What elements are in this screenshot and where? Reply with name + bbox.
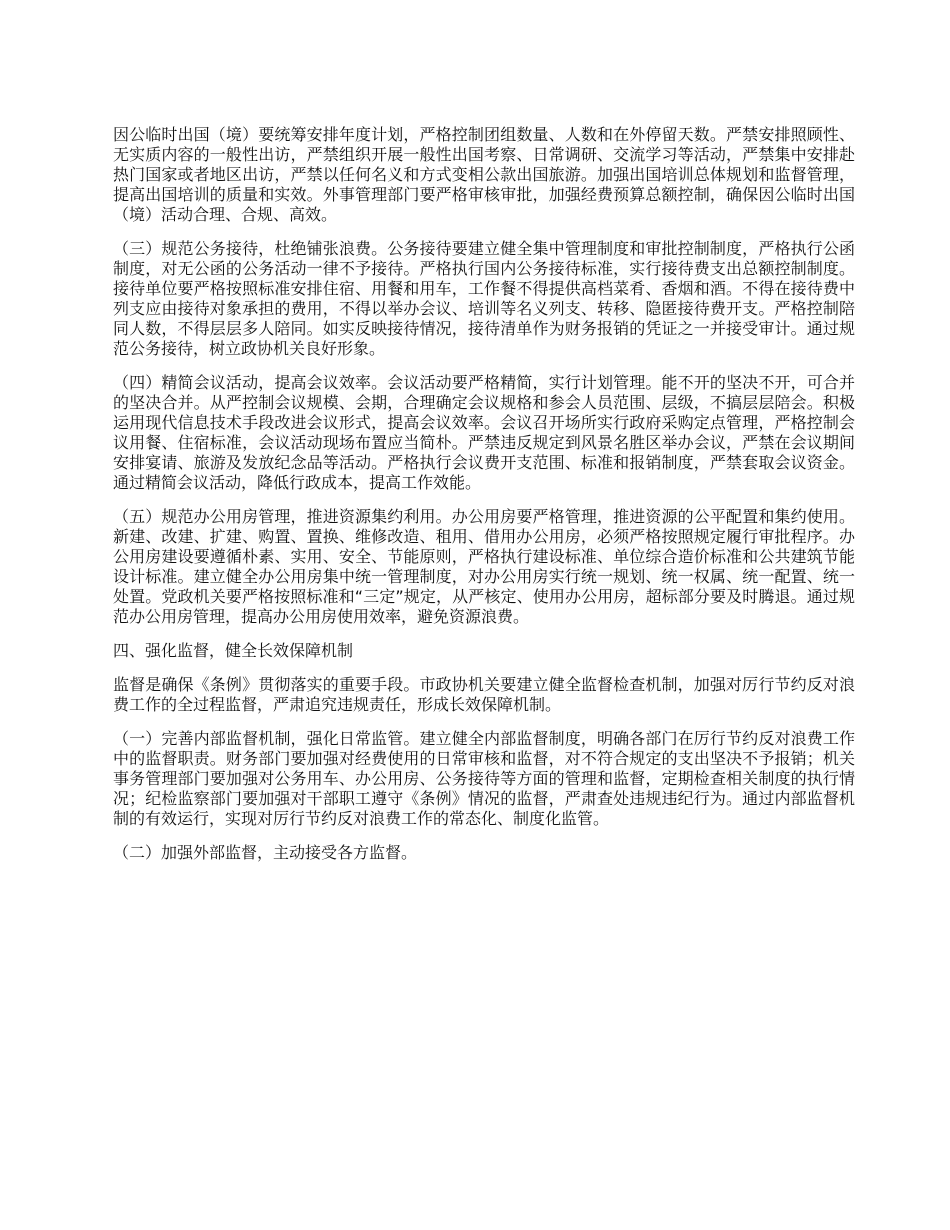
- paragraph-supervision-intro: 监督是确保《条例》贯彻落实的重要手段。市政协机关要建立健全监督检查机制，加强对厉行节约反对浪费工作的全过程监督，严肃追究违规责任，形成长效保障机制。: [113, 675, 855, 714]
- document-page: [113, 125, 855, 877]
- paragraph-overseas-visits: 因公临时出国（境）要统筹安排年度计划，严格控制团组数量、人数和在外停留天数。严禁安排照顾性、无实质内容的一般性出访，严禁组织开展一般性出国考察、日常调研、交流学习等活动，严禁集中安排赴热门国家或者地区出访，严禁以任何名义和方式变相公款出国旅游。加强出国培训总体规划和监督管理，提高出国培训的质量和实效。外事管理部门要严格审核审批，加强经费预算总额控制，确保因公临时出国（境）活动合理、合规、高效。: [113, 125, 855, 224]
- paragraph-external-supervision: （二）加强外部监督，主动接受各方监督。: [113, 843, 418, 862]
- paragraph-office-space: （五）规范办公用房管理，推进资源集约利用。办公用房要严格管理，推进资源的公平配置和集约使用。新建、改建、扩建、购置、置换、维修改造、租用、借用办公用房，必须严格按照规定履行审批程序。办公用房建设要遵循朴素、实用、安全、节能原则，严格执行建设标准、单位综合造价标准和公共建筑节能设计标准。建立健全办公用房集中统一管理制度，对办公用房实行统一规划、统一权属、统一配置、统一处置。党政机关要严格按照标准和“三定”规定，从严核定、使用办公用房，超标部分要及时腾退。通过规范办公用房管理，提高办公用房使用效率，避免资源浪费。: [113, 507, 855, 626]
- section-heading-supervision: 四、强化监督，健全长效保障机制: [113, 641, 354, 660]
- paragraph-internal-supervision: （一）完善内部监督机制，强化日常监管。建立健全内部监督制度，明确各部门在厉行节约反对浪费工作中的监督职责。财务部门要加强对经费使用的日常审核和监督，对不符合规定的支出坚决不予报销；机关事务管理部门要加强对公务用车、办公用房、公务接待等方面的管理和监督，定期检查相关制度的执行情况；纪检监察部门要加强对干部职工遵守《条例》情况的监督，严肃查处违规违纪行为。通过内部监督机制的有效运行，实现对厉行节约反对浪费工作的常态化、制度化监管。: [113, 729, 855, 828]
- paragraph-meetings: （四）精简会议活动，提高会议效率。会议活动要严格精简，实行计划管理。能不开的坚决不开，可合并的坚决合并。从严控制会议规模、会期，合理确定会议规格和参会人员范围、层级，不搞层层陪会。积极运用现代信息技术手段改进会议形式，提高会议效率。会议召开场所实行政府采购定点管理，严格控制会议用餐、住宿标准，会议活动现场布置应当简朴。严禁违反规定到风景名胜区举办会议，严禁在会议期间安排宴请、旅游及发放纪念品等活动。严格执行会议费开支范围、标准和报销制度，严禁套取会议资金。通过精简会议活动，降低行政成本，提高工作效能。: [113, 373, 855, 492]
- paragraph-official-reception: （三）规范公务接待，杜绝铺张浪费。公务接待要建立健全集中管理制度和审批控制制度，严格执行公函制度，对无公函的公务活动一律不予接待。严格执行国内公务接待标准，实行接待费支出总额控制制度。接待单位要严格按照标准安排住宿、用餐和用车，工作餐不得提供高档菜肴、香烟和酒。不得在接待费中列支应由接待对象承担的费用，不得以举办会议、培训等名义列支、转移、隐匿接待费开支。严格控制陪同人数，不得层层多人陪同。如实反映接待情况，接待清单作为财务报销的凭证之一并接受审计。通过规范公务接待，树立政协机关良好形象。: [113, 239, 855, 358]
